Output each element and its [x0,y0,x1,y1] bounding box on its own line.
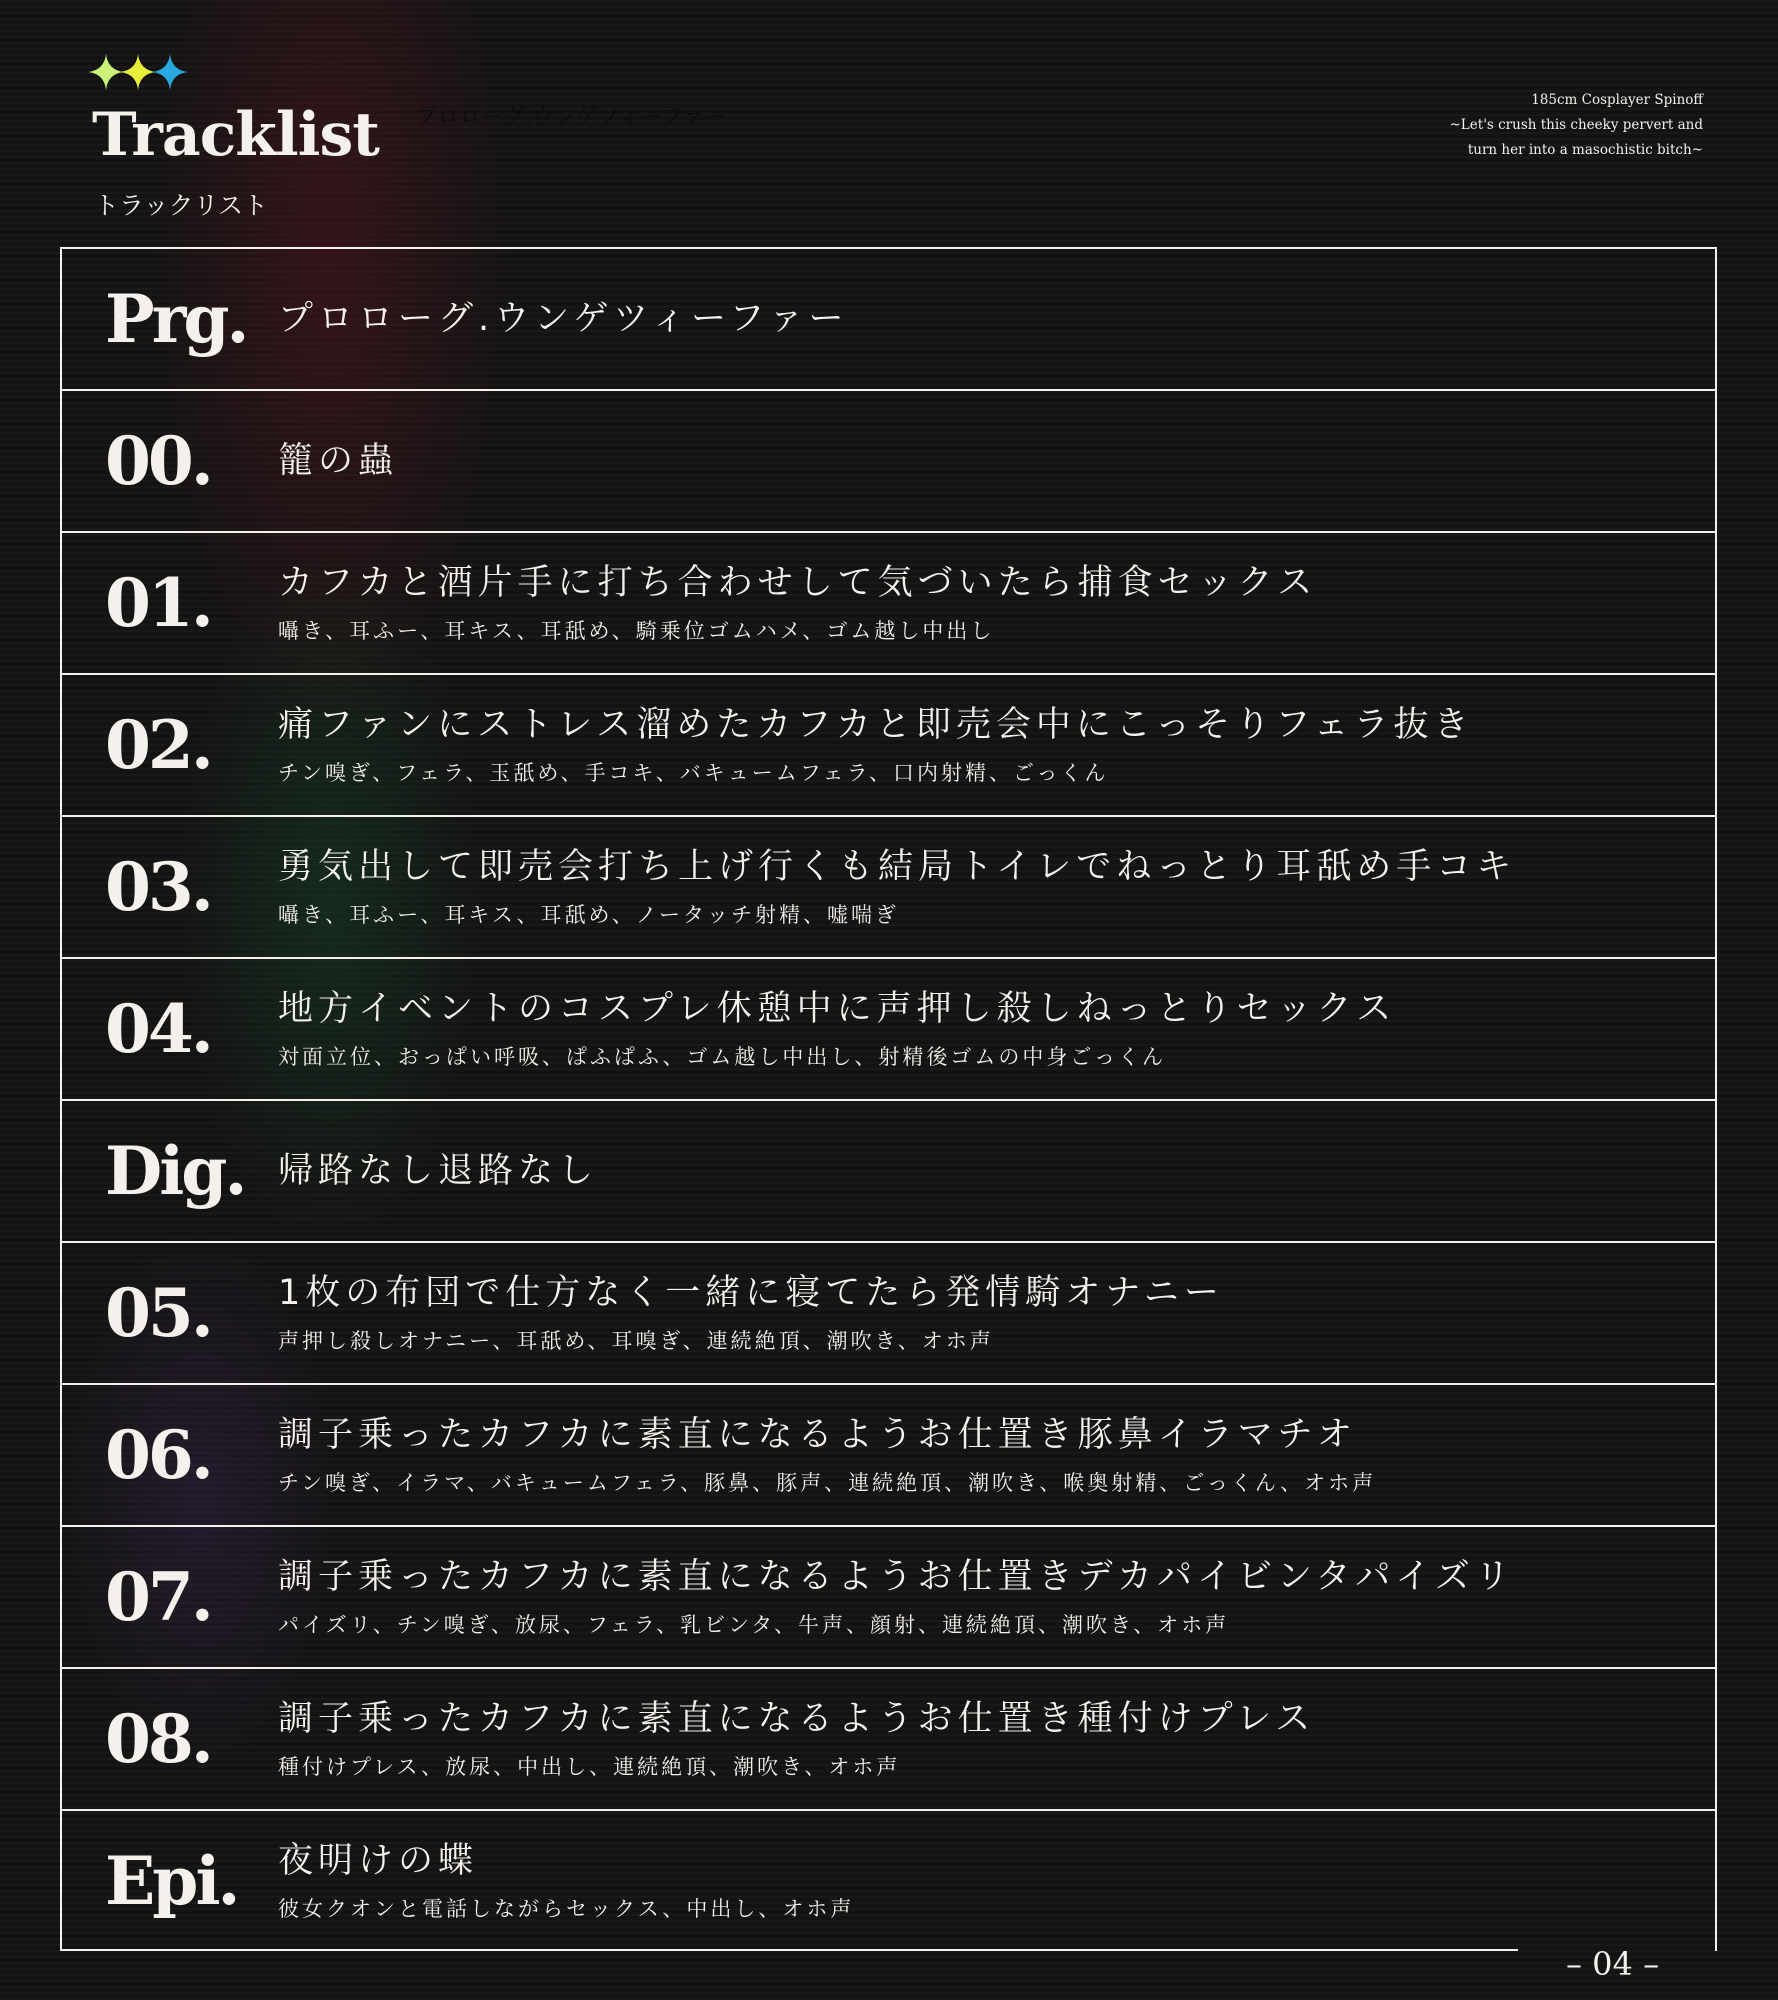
track-tags: 囁き、耳ふー、耳キス、耳舐め、ノータッチ射精、嘘喘ぎ [278,903,900,927]
track-text [278,533,1317,673]
page-number: – 04 – [1566,1945,1660,1983]
track-title: 籠の蟲 [278,441,399,481]
track-number: 06. [105,1416,211,1494]
sparkle-icon [120,54,156,90]
page-title: Tracklist [92,100,379,170]
track-number: 05. [105,1274,211,1352]
track-text [278,1669,1315,1809]
track-tags: パイズリ、チン嗅ぎ、放尿、フェラ、乳ビンタ、牛声、顔射、連続絶頂、潮吹き、オホ声 [278,1613,1230,1637]
tagline-line: 185cm Cosplayer Spinoff [1531,92,1703,108]
track-row [62,1101,1715,1243]
track-title: 調子乗ったカフカに素直になるようお仕置き豚鼻イラマチオ [278,1415,1357,1455]
track-title: 勇気出して即売会打ち上げ行くも結局トイレでねっとり耳舐め手コキ [278,847,1517,887]
sparkles-icon [88,54,184,90]
track-row [62,959,1715,1101]
track-row [62,391,1715,533]
track-number: Epi. [105,1842,238,1920]
track-title: 夜明けの蝶 [278,1841,479,1881]
track-text [278,1385,1376,1525]
track-title: 調子乗ったカフカに素直になるようお仕置き種付けプレス [278,1699,1316,1739]
track-text [278,1243,1224,1383]
track-row [62,533,1715,675]
track-number: Dig. [105,1132,245,1210]
track-tags: チン嗅ぎ、イラマ、バキュームフェラ、豚鼻、豚声、連続絶頂、潮吹き、喉奥射精、ごっくん、オホ声 [278,1471,1377,1495]
tagline-line: turn her into a masochistic bitch~ [1467,142,1703,158]
track-number: Prg. [105,280,247,358]
tagline-line: ~Let's crush this cheeky pervert and [1449,117,1703,133]
track-text [278,817,1516,957]
track-text [278,1811,854,1951]
track-text [278,249,849,389]
track-text [278,675,1473,815]
track-text [278,1527,1515,1667]
track-number: 04. [105,990,211,1068]
track-title: 調子乗ったカフカに素直になるようお仕置きデカパイビンタパイズリ [278,1557,1515,1597]
track-title: カフカと酒片手に打ち合わせして気づいたら捕食セックス [278,563,1318,603]
track-number: 08. [105,1700,211,1778]
track-number: 00. [105,422,211,500]
track-title: 地方イベントのコスプレ休憩中に声押し殺しねっとりセックス [278,989,1397,1029]
sparkle-icon [88,54,124,90]
track-number: 01. [105,564,211,642]
track-tags: チン嗅ぎ、フェラ、玉舐め、手コキ、バキュームフェラ、口内射精、ごっくん [278,761,1109,785]
divider [60,1949,1518,1951]
track-number: 02. [105,706,211,784]
ghost-text: プロローグ.ウンゲツィーファー [415,105,727,130]
track-text [278,959,1396,1099]
track-row [62,1811,1715,1953]
track-number: 07. [105,1558,211,1636]
track-row [62,817,1715,959]
track-title: 痛ファンにストレス溜めたカフカと即売会中にこっそりフェラ抜き [278,705,1474,745]
track-tags: 種付けプレス、放尿、中出し、連続絶頂、潮吹き、オホ声 [278,1755,901,1779]
track-row [62,1385,1715,1527]
track-tags: 声押し殺しオナニー、耳舐め、耳嗅ぎ、連続絶頂、潮吹き、オホ声 [278,1329,994,1353]
track-text [278,1101,598,1241]
track-number: 03. [105,848,211,926]
track-row [62,1527,1715,1669]
track-text [278,391,398,531]
track-title: プロローグ.ウンゲツィーファー [278,299,849,339]
track-tags: 彼女クオンと電話しながらセックス、中出し、オホ声 [278,1897,855,1921]
tagline [1450,88,1704,163]
track-tags: 囁き、耳ふー、耳キス、耳舐め、騎乗位ゴムハメ、ゴム越し中出し [278,619,995,643]
page-subtitle: トラックリスト [94,191,269,220]
track-tags: 対面立位、おっぱい呼吸、ぱふぱふ、ゴム越し中出し、射精後ゴムの中身ごっくん [278,1045,1166,1069]
track-row [62,1243,1715,1385]
track-row [62,249,1715,391]
track-row [62,675,1715,817]
track-title: 1枚の布団で仕方なく一緒に寝てたら発情騎オナニー [278,1273,1224,1313]
tracklist-table [60,247,1717,1951]
sparkle-icon [152,54,188,90]
track-title: 帰路なし退路なし [278,1151,599,1191]
track-row [62,1669,1715,1811]
